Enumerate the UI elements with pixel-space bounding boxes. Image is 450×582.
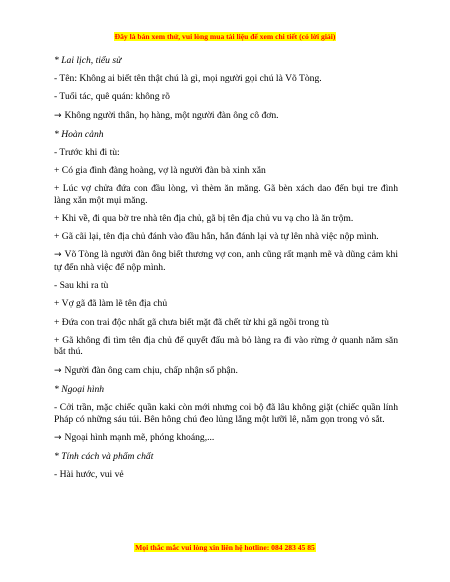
body-line xyxy=(54,213,398,225)
paragraph-text: - Hài hước, vui vẻ xyxy=(54,469,124,481)
section-heading xyxy=(54,129,398,141)
body-line xyxy=(54,469,398,481)
right-arrow-icon: → xyxy=(54,250,62,261)
paragraph-text: Ngoại hình mạnh mẽ, phóng khoáng,... xyxy=(64,431,215,443)
paragraph-text: + Lúc vợ chửa đứa con đầu lòng, vì thèm ăn măng. Gã bèn xách dao đến bụi tre đình làng xắn một mụi măng. xyxy=(54,183,398,206)
body-line xyxy=(54,317,398,329)
preview-notice-text: Đây là bản xem thử, vui lòng mua tài liệu để xem chi tiết (có lời giải) xyxy=(114,32,336,41)
paragraph-text: + Khi về, đi qua bờ tre nhà tên địa chủ, gã bị tên địa chủ vu vạ cho là ăn trộm. xyxy=(54,213,354,225)
body-line xyxy=(54,231,398,243)
body-line xyxy=(54,147,398,159)
body-line xyxy=(54,183,398,206)
paragraph-text: Không người thân, họ hàng, một người đàn ông cô đơn. xyxy=(64,109,279,121)
paragraph-text: + Gã không đi tìm tên địa chủ để quyết đấu mà bỏ làng ra đi vào rừng ở quanh năm săn bắt thú. xyxy=(54,334,398,358)
paragraph-text: + Vợ gã đã làm lẽ tên địa chủ xyxy=(54,298,168,310)
body-line xyxy=(54,298,398,310)
body-line xyxy=(54,280,398,292)
paragraph-text: + Có gia đình đàng hoàng, vợ là người đàn bà xinh xắn xyxy=(54,165,266,177)
preview-notice-banner xyxy=(0,26,450,44)
section-heading xyxy=(54,384,398,396)
paragraph-text: - Tuổi tác, quê quán: không rõ xyxy=(54,91,170,103)
paragraph-text: + Đứa con trai độc nhất gã chưa biết mặt đã chết từ khi gã ngồi trong tù xyxy=(54,316,329,328)
paragraph-text: * Lai lịch, tiểu sử xyxy=(54,55,122,66)
body-line xyxy=(54,335,398,358)
hotline-footer-banner xyxy=(0,537,450,555)
paragraph-text: - Cởi trần, mặc chiếc quần kaki còn mới nhưng coi bộ đã lâu không giặt (chiếc quần lính Pháp có những sáu túi. Bên hông chú đeo lủng lẳng một lưỡi lê, nằm gọn trong vỏ sắt. xyxy=(54,401,398,425)
paragraph-text: - Sau khi ra tù xyxy=(54,280,109,292)
conclusion-line xyxy=(54,110,398,123)
body-line xyxy=(54,165,398,177)
paragraph-text: Võ Tòng là người đàn ông biết thương vợ con, anh cũng rất mạnh mẽ và dũng cảm khi tự đến nhà việc để nộp mình. xyxy=(54,249,398,274)
hotline-text: Mọi thắc mắc vui lòng xin liên hệ hotline: 084 283 45 85 xyxy=(135,543,315,552)
conclusion-line xyxy=(54,249,398,273)
right-arrow-icon: → xyxy=(54,365,62,376)
body-line xyxy=(54,91,398,103)
conclusion-line xyxy=(54,365,398,378)
paragraph-text: * Ngoại hình xyxy=(54,383,105,395)
document-body xyxy=(54,55,398,487)
right-arrow-icon: → xyxy=(54,110,62,121)
body-line xyxy=(54,402,398,425)
body-line xyxy=(54,73,398,85)
conclusion-line xyxy=(54,432,398,445)
paragraph-text: Người đàn ông cam chịu, chấp nhận số phận. xyxy=(64,364,238,376)
paragraph-text: - Tên: Không ai biết tên thật chú là gì, mọi người gọi chú là Võ Tòng. xyxy=(54,73,322,85)
section-heading xyxy=(54,55,398,67)
paragraph-text: - Trước khi đi tù: xyxy=(54,146,120,158)
paragraph-text: + Gã cãi lại, tên địa chủ đánh vào đầu hắn, hắn đánh lại và tự lên nhà việc nộp mình. xyxy=(54,231,379,243)
right-arrow-icon: → xyxy=(54,432,62,443)
paragraph-text: * Tính cách và phẩm chất xyxy=(54,450,154,462)
paragraph-text: * Hoàn cảnh xyxy=(54,128,104,140)
section-heading xyxy=(54,451,398,463)
